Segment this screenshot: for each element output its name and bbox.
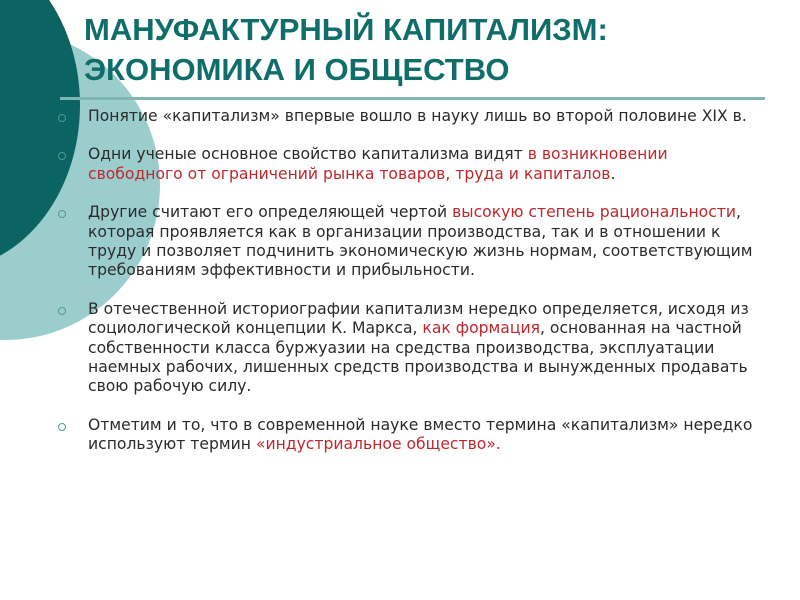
bullet-item — [58, 107, 758, 126]
bullet-circle-icon — [58, 152, 66, 160]
bullet-highlight: в возникновении свободного от ограничений рынка товаров, труда и капиталов — [88, 145, 668, 183]
title-divider — [60, 97, 765, 100]
slide-title — [84, 10, 784, 90]
bullet-circle-icon — [58, 307, 66, 315]
bullet-text: Другие считают его определяющей чертой — [88, 203, 453, 222]
slide-title-line-2: ЭКОНОМИКА И ОБЩЕСТВО — [84, 52, 510, 87]
bullet-highlight: высокую степень рациональности — [452, 203, 736, 222]
bullet-highlight: как формация — [422, 319, 540, 338]
bullet-circle-icon — [58, 210, 66, 218]
bullet-item — [58, 416, 758, 455]
slide-title-line-1: МАНУФАКТУРНЫЙ КАПИТАЛИЗМ: — [84, 12, 608, 47]
bullet-text: Понятие «капитализм» впервые вошло в науку лишь во второй половине XIX в. — [88, 107, 747, 125]
bullet-item — [58, 203, 758, 281]
bullet-text-after: , которая проявляется как в организации производства, так и в отношении к труду и позволяет подчинить экономическую жизнь нормам, соответствующим требованиям эффективности и прибыльности. — [88, 203, 753, 280]
bullet-circle-icon — [58, 114, 66, 122]
bullet-highlight: «индустриальное общество». — [255, 435, 501, 454]
bullet-item — [58, 145, 758, 184]
bullet-text: В отечественной историографии капитализм нередко определяется, исходя из социологической концепции К. Маркса, — [88, 299, 749, 338]
bullet-circle-icon — [58, 423, 66, 431]
bullet-text: Отметим и то, что в современной науке вместо термина «капитализм» нередко используют термин — [88, 415, 753, 454]
bullet-list — [58, 107, 758, 474]
bullet-item — [58, 300, 758, 397]
bullet-text-after: . — [610, 164, 616, 183]
bullet-text: Одни ученые основное свойство капитализма видят — [88, 145, 528, 164]
bullet-text-after: , основанная на частной собственности класса буржуазии на средства производства, эксплуатации наемных рабочих, лишенных средств производства и вынужденных продавать свою рабочую силу. — [88, 319, 748, 396]
